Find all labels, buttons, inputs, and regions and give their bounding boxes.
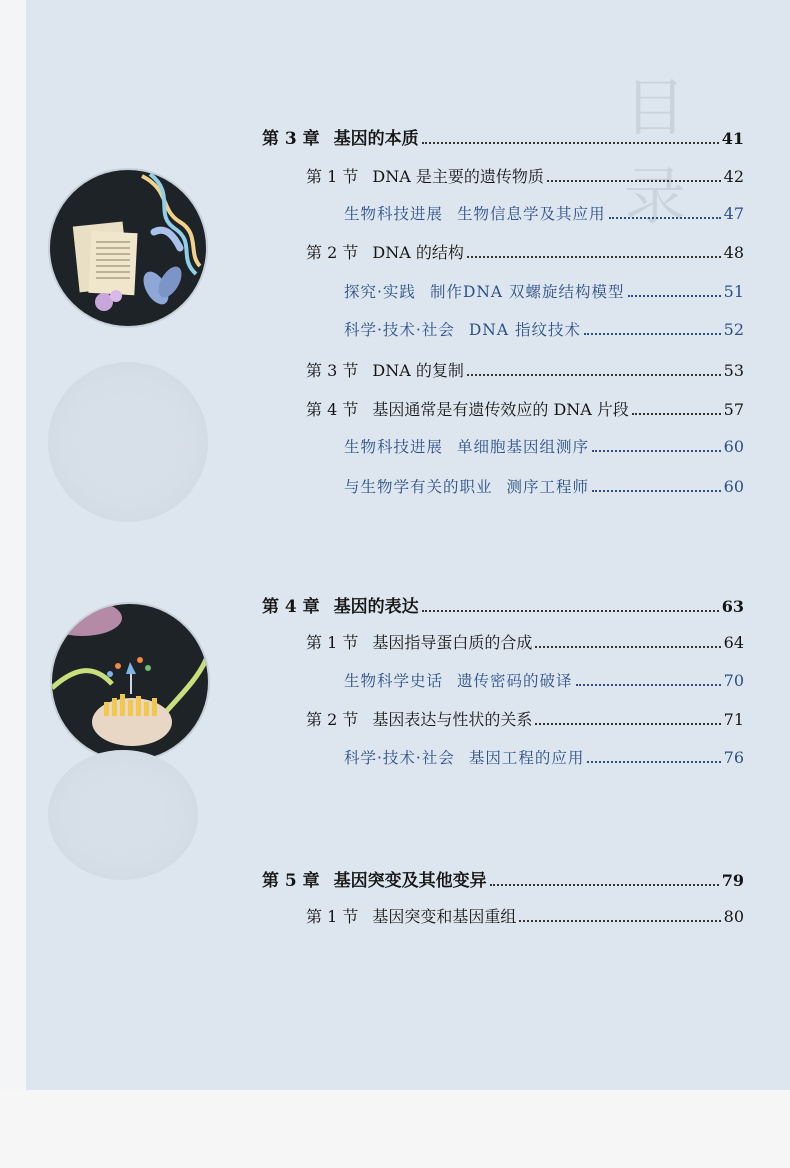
toc-page: 53	[723, 361, 744, 380]
toc-prefix: 第 1 节	[306, 167, 359, 186]
toc-leader	[490, 883, 719, 886]
toc-title: 基因突变及其他变异	[333, 871, 487, 891]
toc-leader	[547, 179, 721, 182]
toc-leader	[584, 332, 721, 335]
toc-leader	[467, 255, 721, 258]
toc-title: 生物信息学及其应用	[457, 205, 606, 223]
toc-title: 基因的本质	[333, 129, 419, 149]
toc-section-3-1[interactable]	[0, 164, 790, 190]
toc-page: 47	[723, 204, 744, 223]
toc-title: DNA 的复制	[372, 361, 464, 380]
toc-page: 70	[723, 671, 744, 690]
toc-page: 42	[723, 167, 744, 186]
toc-box-3-1-1[interactable]	[0, 202, 790, 228]
toc-box-3-2-2[interactable]	[0, 318, 790, 344]
toc-page: 80	[723, 907, 744, 926]
toc-section-3-4[interactable]	[0, 397, 790, 423]
toc-page: 51	[723, 282, 744, 301]
toc-prefix: 科学·技术·社会	[344, 321, 455, 339]
toc-chapter-5[interactable]	[0, 866, 790, 892]
toc-box-4-2-1[interactable]	[0, 746, 790, 772]
toc-title: 制作DNA 双螺旋结构模型	[429, 283, 625, 301]
toc-leader	[422, 141, 719, 144]
toc-leader	[519, 919, 720, 922]
toc-leader	[628, 294, 721, 297]
toc-page: 48	[723, 243, 744, 262]
toc-page: 79	[721, 871, 744, 890]
toc-leader	[592, 489, 721, 492]
toc-prefix: 生物科技进展	[344, 438, 444, 456]
toc-section-4-1[interactable]	[0, 630, 790, 656]
toc-page: 64	[723, 633, 744, 652]
toc-leader	[632, 412, 721, 415]
toc-section-5-1[interactable]	[0, 904, 790, 930]
toc-box-3-2-1[interactable]	[0, 280, 790, 306]
toc-page: 57	[723, 400, 744, 419]
toc-page: 41	[721, 129, 744, 148]
toc-page: 52	[723, 320, 744, 339]
toc-page: 60	[723, 477, 744, 496]
toc-prefix: 第 3 节	[306, 361, 359, 380]
toc-prefix: 第 3 章	[262, 129, 320, 149]
toc-page: 71	[723, 710, 744, 729]
toc-leader	[592, 449, 721, 452]
toc-leader	[609, 216, 721, 219]
toc-box-3-4-1[interactable]	[0, 435, 790, 461]
toc-prefix: 第 1 节	[306, 633, 359, 652]
toc-title: 基因通常是有遗传效应的 DNA 片段	[372, 400, 629, 419]
toc-title: DNA 的结构	[372, 243, 464, 262]
toc-prefix: 第 4 节	[306, 400, 359, 419]
toc-chapter-4[interactable]	[0, 592, 790, 618]
toc-title: 基因突变和基因重组	[372, 907, 517, 926]
toc-title: 基因的表达	[333, 597, 419, 617]
toc-box-4-1-1[interactable]	[0, 669, 790, 695]
toc-section-4-2[interactable]	[0, 707, 790, 733]
toc-leader	[535, 645, 720, 648]
toc-prefix: 与生物学有关的职业	[344, 478, 493, 496]
toc-prefix: 第 2 节	[306, 243, 359, 262]
toc-prefix: 第 2 节	[306, 710, 359, 729]
toc-section-3-3[interactable]	[0, 358, 790, 384]
toc-leader	[422, 609, 719, 612]
toc-prefix: 第 5 章	[262, 871, 320, 891]
toc-title: 单细胞基因组测序	[457, 438, 590, 456]
toc-box-3-4-2[interactable]	[0, 475, 790, 501]
ghost-contents-title: 目录	[624, 71, 713, 233]
toc-title: 遗传密码的破译	[457, 672, 573, 690]
toc-prefix: 生物科技进展	[344, 205, 444, 223]
toc-title: DNA 指纹技术	[468, 321, 581, 339]
toc-leader	[467, 373, 721, 376]
toc-page: 76	[723, 748, 744, 767]
toc-title: DNA 是主要的遗传物质	[372, 167, 544, 186]
toc-leader	[535, 722, 720, 725]
toc-leader	[576, 683, 721, 686]
toc-prefix: 生物科学史话	[344, 672, 444, 690]
page-bottom-margin	[0, 1090, 790, 1168]
toc-prefix: 第 4 章	[262, 597, 320, 617]
toc-page: 60	[723, 437, 744, 456]
toc-leader	[587, 760, 720, 763]
toc-title: 基因指导蛋白质的合成	[372, 633, 533, 652]
toc-title: 基因工程的应用	[468, 749, 585, 767]
toc-page: 63	[721, 597, 744, 616]
toc-prefix: 科学·技术·社会	[344, 749, 455, 767]
toc-prefix: 第 1 节	[306, 907, 359, 926]
toc-title: 基因表达与性状的关系	[372, 710, 533, 729]
toc-section-3-2[interactable]	[0, 240, 790, 266]
toc-prefix: 探究·实践	[344, 283, 416, 301]
toc-title: 测序工程师	[506, 478, 590, 496]
toc-chapter-3[interactable]	[0, 124, 790, 150]
